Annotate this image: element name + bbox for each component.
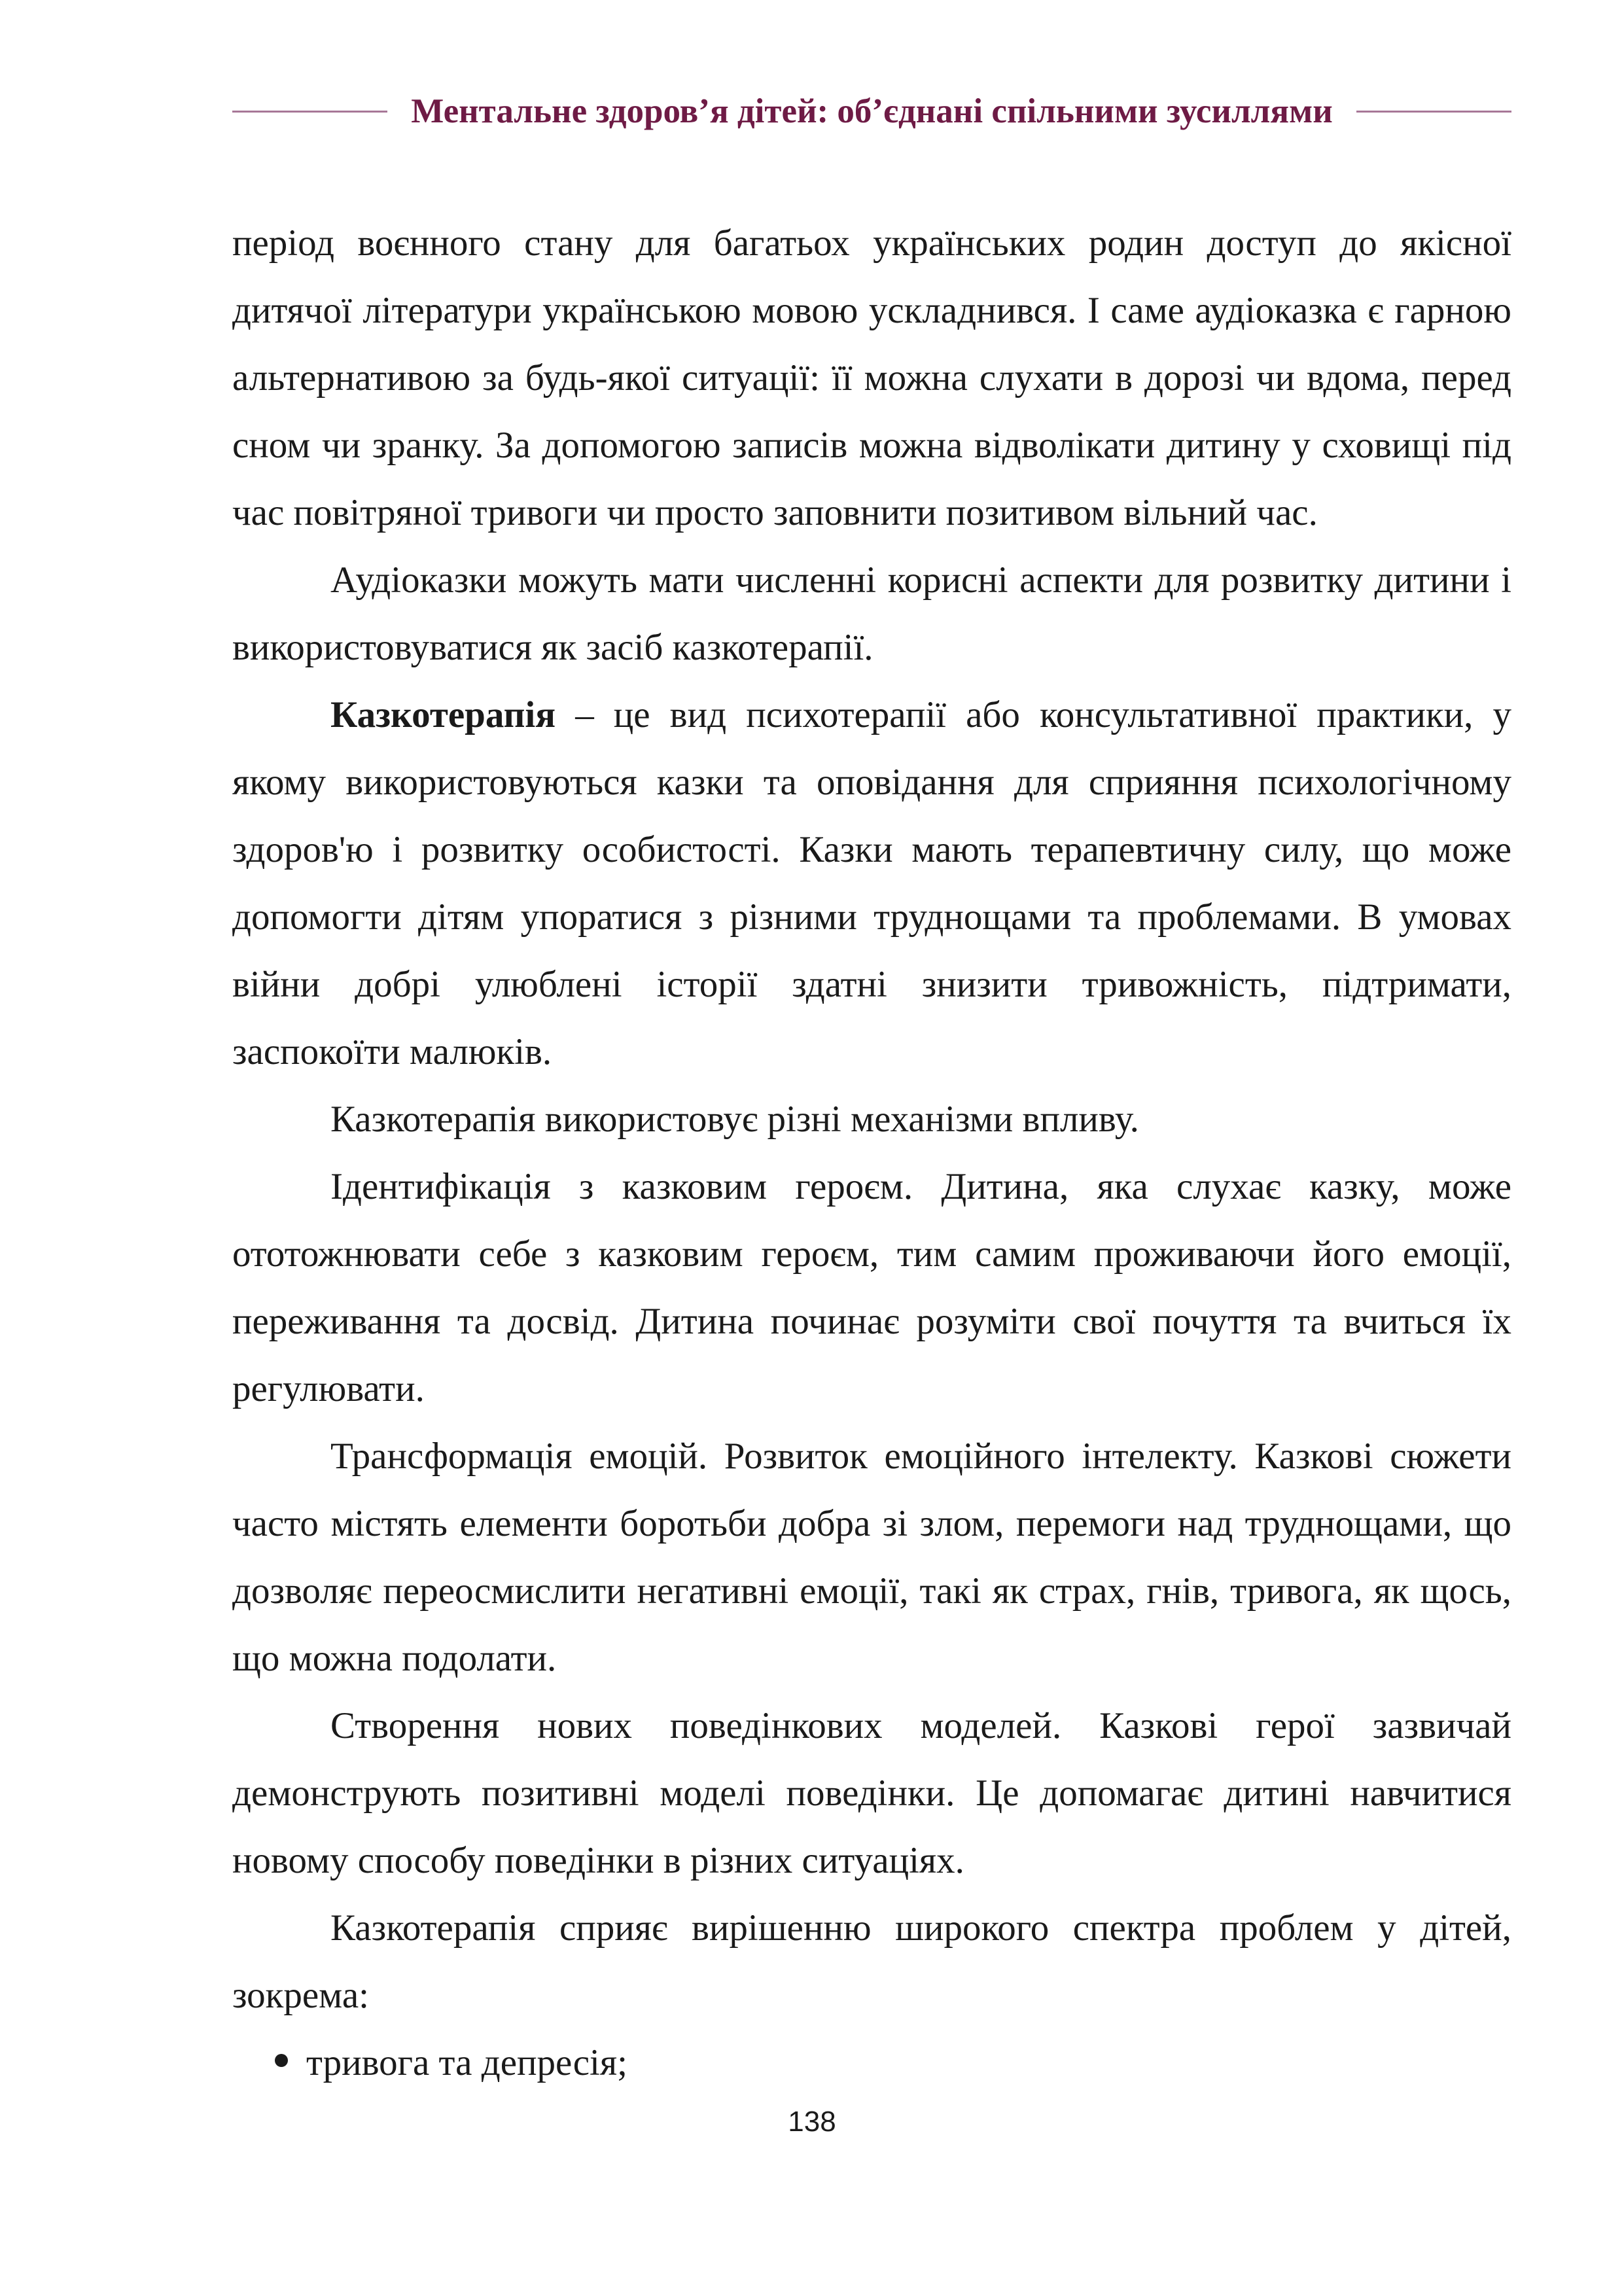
header-title: Ментальне здоров’я дітей: об’єднані спільними зусиллями	[411, 92, 1333, 130]
header-rule-right	[1356, 111, 1511, 113]
bullet-list	[232, 2029, 1511, 2096]
running-header	[232, 85, 1511, 137]
paragraph-1: період воєнного стану для багатьох українських родин доступ до якісної дитячої літератури українською мовою ускладнився. І саме аудіоказка є гарною альтернативою за будь-якої ситуації: її можна слухати в дорозі чи вдома, перед сном чи зранку. За допомогою записів можна відволікати дитину у сховищі під час повітряної тривоги чи просто заповнити позитивом вільний час.	[232, 222, 1511, 533]
paragraph-4: Казкотерапія використовує різні механізми впливу.	[330, 1099, 1139, 1140]
list-item	[232, 2029, 1511, 2096]
paragraph-7: Створення нових поведінкових моделей. Казкові герої зазвичай демонструють позитивні моделі поведінки. Це допомагає дитині навчитися новому способу поведінки в різних ситуаціях.	[232, 1705, 1511, 1881]
paragraph-8: Казкотерапія сприяє вирішенню широкого спектра проблем у дітей, зокрема:	[232, 1907, 1511, 2016]
list-item-text: тривога та депресія;	[306, 2042, 627, 2083]
paragraph-2: Аудіоказки можуть мати численні корисні аспекти для розвитку дитини і використовуватися як засіб казкотерапії.	[232, 559, 1511, 668]
term-fairytale-therapy: Казкотерапія	[330, 694, 556, 735]
page-number: 138	[788, 2106, 836, 2138]
header-rule-left	[232, 111, 387, 113]
definition-text: – це вид психотерапії або консультативної практики, у якому використовуються казки та оповідання для сприяння психологічному здоров'ю і розвитку особистості. Казки мають терапевтичну силу, що може допомогти дітям упоратися з різними труднощами та проблемами. В умовах війни добрі улюблені історії здатні знизити тривожність, підтримати, заспокоїти малюків.	[232, 694, 1511, 1072]
bullet-icon	[275, 2054, 288, 2067]
paragraph-5: Ідентифікація з казковим героєм. Дитина, яка слухає казку, може ототожнювати себе з казковим героєм, тим самим проживаючи його емоції, переживання та досвід. Дитина починає розуміти свої почуття та вчиться їх регулювати.	[232, 1166, 1511, 1409]
paragraph-3	[232, 681, 1511, 1086]
page-body	[232, 209, 1511, 2096]
paragraph-6: Трансформація емоцій. Розвиток емоційного інтелекту. Казкові сюжети часто містять елементи боротьби добра зі злом, перемоги над труднощами, що дозволяє переосмислити негативні емоції, такі як страх, гнів, тривога, як щось, що можна подолати.	[232, 1436, 1511, 1679]
